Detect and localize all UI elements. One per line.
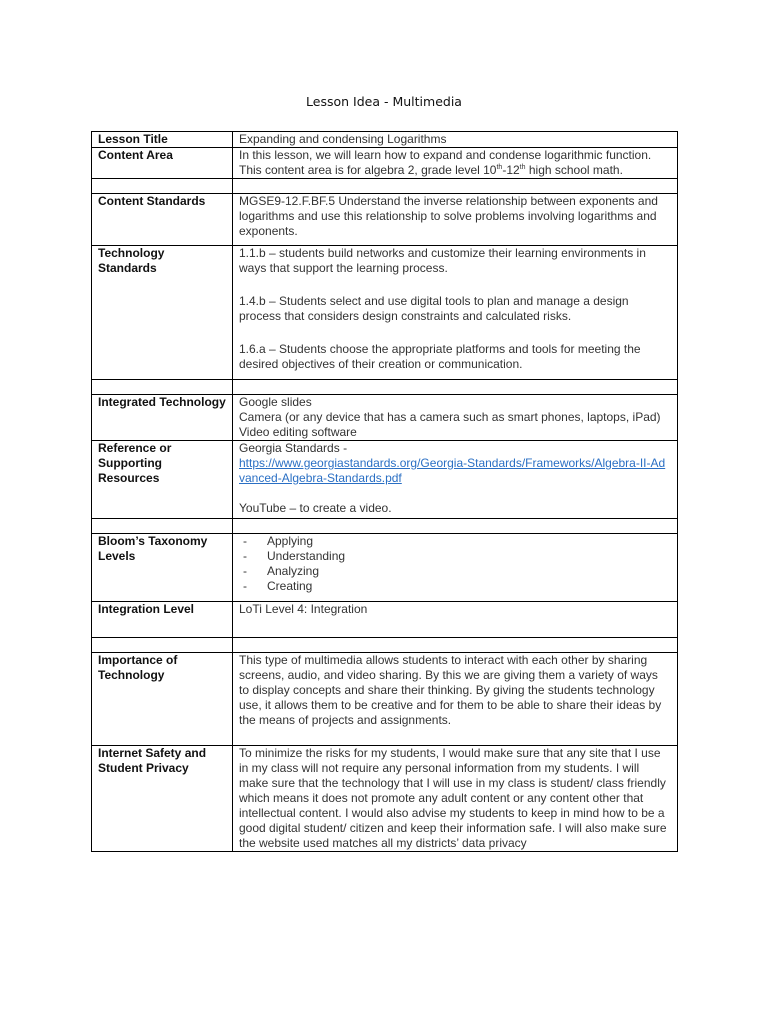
content-area-line1: In this lesson, we will learn how to expand and condense logarithmic function. (239, 148, 652, 162)
integrated-tech-item: Camera (or any device that has a camera such as smart phones, laptops, iPad) (239, 410, 661, 424)
value-lesson-title: Expanding and condensing Logarithms (233, 132, 678, 148)
content-area-line2-pre: This content area is for algebra 2, grade level 10 (239, 163, 497, 177)
list-item (239, 534, 671, 549)
value-content-area (233, 148, 678, 179)
list-item (239, 579, 671, 594)
value-reference (233, 441, 678, 519)
value-internet-safety: To minimize the risks for my students, I would make sure that any site that I use in my class will not require any personal information from my students. I will make sure that the technology that I will use in my class is student/ class friendly which means it does not promote any adult content or any content other that intellectual content. I would also advise my students to keep in mind how to be a good digital student/ citizen and keep their information safe. I will also make sure the website used matches all my districts’ data privacy (233, 746, 678, 852)
blooms-level: Applying (267, 534, 314, 548)
label-importance: Importance of Technology (92, 653, 233, 746)
reference-youtube: YouTube – to create a video. (239, 501, 392, 515)
spacer-row (92, 519, 678, 534)
spacer-row (92, 179, 678, 194)
content-area-line2-mid: -12 (502, 163, 520, 177)
row-importance (92, 653, 678, 746)
label-blooms: Bloom’s Taxonomy Levels (92, 534, 233, 602)
bullet-dash: - (243, 549, 247, 563)
row-internet-safety (92, 746, 678, 852)
value-content-standards: MGSE9-12.F.BF.5 Understand the inverse relationship between exponents and logarithms and use this relationship to solve problems involving logarithms and exponents. (233, 194, 678, 246)
tech-standard-2: 1.4.b – Students select and use digital tools to plan and manage a design process that considers design constraints and calculated risks. (239, 294, 629, 323)
row-blooms (92, 534, 678, 602)
row-integration-level (92, 602, 678, 638)
row-integrated-technology (92, 395, 678, 441)
document-title: Lesson Idea - Multimedia (306, 94, 462, 109)
spacer-row (92, 638, 678, 653)
reference-intro: Georgia Standards - (239, 441, 348, 455)
blooms-level: Understanding (267, 549, 346, 563)
label-integration-level: Integration Level (92, 602, 233, 638)
integrated-tech-item: Video editing software (239, 425, 357, 439)
blooms-list (239, 534, 671, 594)
row-technology-standards (92, 246, 678, 380)
integrated-tech-item: Google slides (239, 395, 312, 409)
label-lesson-title: Lesson Title (92, 132, 233, 148)
blooms-level: Creating (267, 579, 313, 593)
bullet-dash: - (243, 564, 247, 578)
georgia-standards-link[interactable]: https://www.georgiastandards.org/Georgia-Standards/Frameworks/Algebra-II-Advanced-Algebra-Standards.pdf (239, 456, 666, 485)
spacer-row (92, 380, 678, 395)
superscript-th-2: th (519, 164, 526, 171)
list-item (239, 549, 671, 564)
blooms-level: Analyzing (267, 564, 320, 578)
content-area-line2 (239, 163, 671, 178)
row-content-area (92, 148, 678, 179)
row-content-standards (92, 194, 678, 246)
label-content-standards: Content Standards (92, 194, 233, 246)
tech-standard-3: 1.6.a – Students choose the appropriate platforms and tools for meeting the desired objectives of their creation or communication. (239, 342, 641, 371)
row-lesson-title (92, 132, 678, 148)
row-reference (92, 441, 678, 519)
label-internet-safety: Internet Safety and Student Privacy (92, 746, 233, 852)
lesson-plan-table (91, 131, 678, 852)
value-blooms (233, 534, 678, 602)
bullet-dash: - (243, 534, 247, 548)
value-technology-standards (233, 246, 678, 380)
label-reference: Reference or Supporting Resources (92, 441, 233, 519)
value-integrated-technology (233, 395, 678, 441)
superscript-th-1: th (496, 164, 503, 171)
tech-standard-1: 1.1.b – students build networks and customize their learning environments in ways that support the learning process. (239, 246, 646, 275)
content-area-line2-post: high school math. (525, 163, 623, 177)
label-technology-standards: Technology Standards (92, 246, 233, 380)
value-integration-level: LoTi Level 4: Integration (233, 602, 678, 638)
value-importance: This type of multimedia allows students to interact with each other by sharing screens, audio, and video sharing. By this we are giving them a variety of ways to display concepts and share their thinking. By giving the students technology use, it allows them to be creative and for them to be able to share their ideas by the means of projects and assignments. (233, 653, 678, 746)
list-item (239, 564, 671, 579)
label-content-area: Content Area (92, 148, 233, 179)
bullet-dash: - (243, 579, 247, 593)
label-integrated-technology: Integrated Technology (92, 395, 233, 441)
